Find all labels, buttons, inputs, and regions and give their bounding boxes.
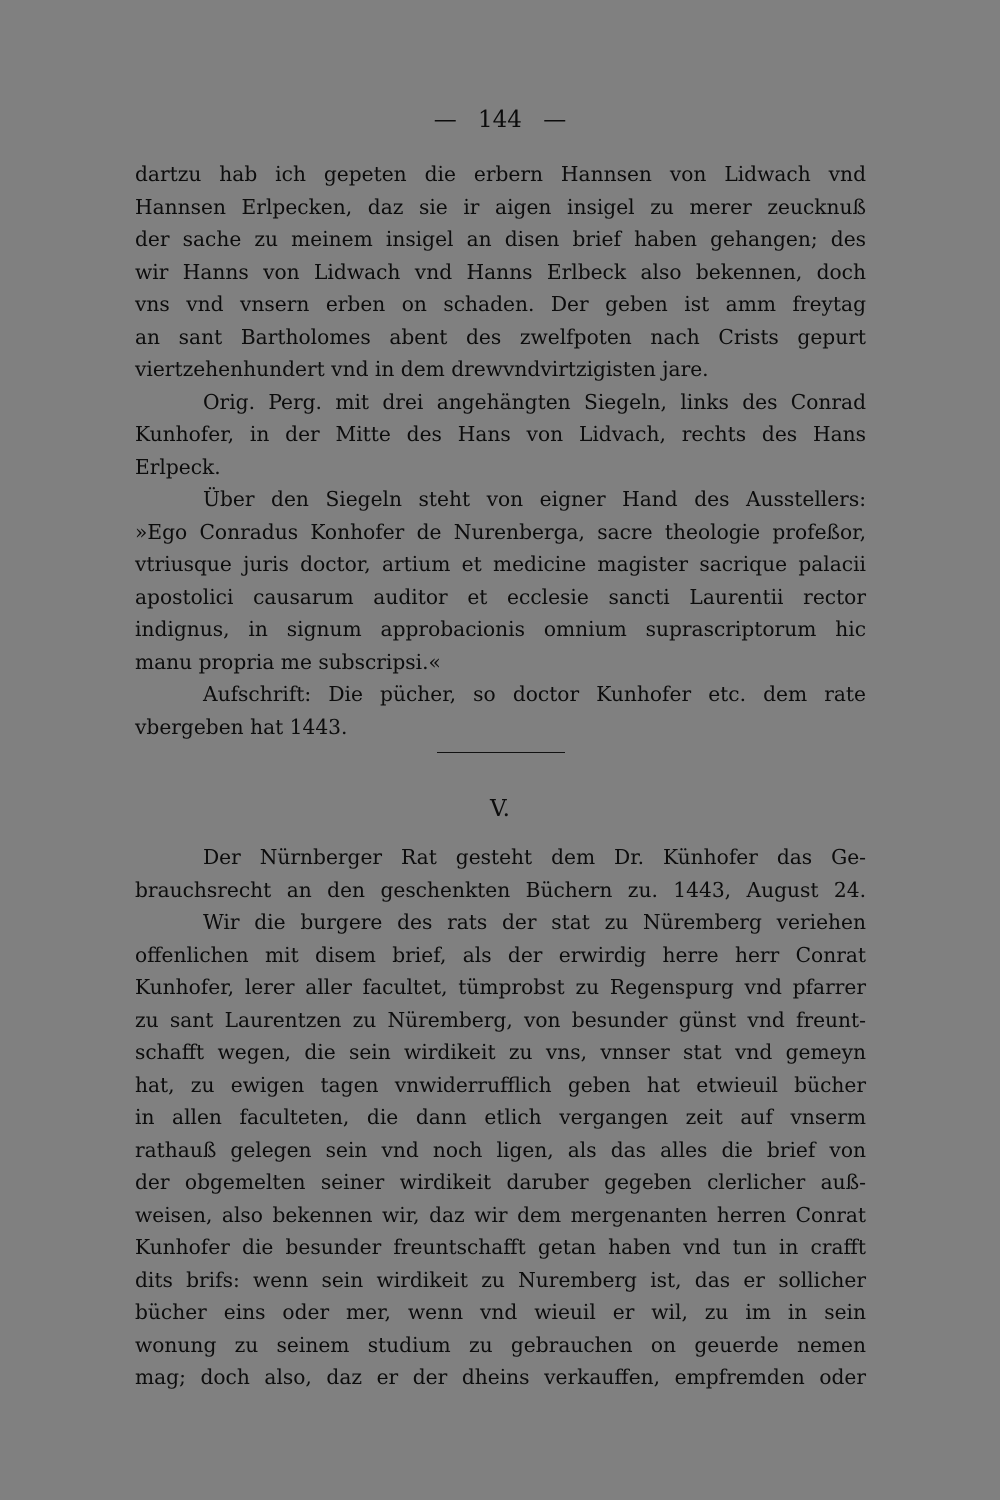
- text-line: vtriusque juris doctor, artium et medicine magister sacrique palacii: [135, 552, 866, 576]
- text-line: hat, zu ewigen tagen vnwiderrufflich geben hat etwieuil bücher: [135, 1072, 866, 1097]
- text-line: dartzu hab ich gepeten die erbern Hannsen von Lidwach vnd: [135, 162, 866, 186]
- text-line: Erlpeck.: [135, 454, 221, 479]
- section-number: V.: [490, 796, 510, 822]
- text-line: Aufschrift: Die pücher, so doctor Kunhofer etc. dem rate: [203, 682, 866, 706]
- text-line: Kunhofer, in der Mitte des Hans von Lidvach, rechts des Hans: [135, 422, 866, 446]
- text-line: indignus, in signum approbacionis omnium suprascriptorum hic: [135, 617, 866, 641]
- text-line: offenlichen mit disem brief, als der erwirdig herre herr Conrat: [135, 942, 866, 967]
- text-line: in allen faculteten, die dann etlich vergangen zeit auf vnserm: [135, 1105, 866, 1129]
- text-line: schafft wegen, die sein wirdikeit zu vns, vnnser stat vnd gemeyn: [135, 1040, 866, 1064]
- text-line: der sache zu meinem insigel an disen brief haben gehangen; des: [135, 227, 866, 251]
- text-line: an sant Bartholomes abent des zwelfpoten nach Crists gepurt: [135, 324, 866, 349]
- text-line: wonung zu seinem studium zu gebrauchen on geuerde nemen: [135, 1332, 866, 1357]
- text-line: weisen, also bekennen wir, daz wir dem mergenanten herren Conrat: [135, 1202, 866, 1227]
- text-line: Wir die burgere des rats der stat zu Nüremberg veriehen: [203, 910, 866, 934]
- text-line: dits brifs: wenn sein wirdikeit zu Nuremberg ist, das er sollicher: [135, 1267, 866, 1292]
- text-line: vbergeben hat 1443.: [135, 714, 348, 739]
- text-line: zu sant Laurentzen zu Nüremberg, von besunder günst vnd freunt-: [135, 1007, 866, 1032]
- text-line: Über den Siegeln steht von eigner Hand des Ausstellers:: [203, 487, 866, 511]
- text-line: brauchsrecht an den geschenkten Büchern zu. 1443, August 24.: [135, 877, 866, 902]
- text-line: Kunhofer, lerer aller facultet, tümprobst zu Regenspurg vnd pfarrer: [135, 975, 866, 999]
- page-number: — 144 —: [433, 107, 567, 133]
- text-line: mag; doch also, daz er der dheins verkauffen, empfremden oder: [135, 1365, 866, 1389]
- text-line: Orig. Perg. mit drei angehängten Siegeln, links des Conrad: [203, 389, 866, 414]
- section-divider: [437, 752, 565, 753]
- document-section-v-text: [135, 841, 866, 1394]
- text-line: Der Nürnberger Rat gesteht dem Dr. Künhofer das Ge-: [203, 845, 866, 869]
- text-line: rathauß gelegen sein vnd noch ligen, als das alles die brief von: [135, 1137, 866, 1162]
- text-line: manu propria me subscripsi.«: [135, 649, 441, 674]
- text-line: viertzehenhundert vnd in dem drewvndvirtzigisten jare.: [135, 357, 709, 381]
- document-charter-closing-and-notes: [135, 158, 866, 743]
- text-line: apostolici causarum auditor et ecclesie sancti Laurentii rector: [135, 584, 866, 609]
- text-line: »Ego Conradus Konhofer de Nurenberga, sacre theologie profeßor,: [135, 519, 866, 544]
- text-line: vns vnd vnsern erben on schaden. Der geben ist amm freytag: [135, 292, 866, 316]
- text-line: wir Hanns von Lidwach vnd Hanns Erlbeck also bekennen, doch: [135, 259, 866, 284]
- text-line: der obgemelten seiner wirdikeit daruber gegeben clerlicher auß-: [135, 1170, 866, 1194]
- text-line: Kunhofer die besunder freuntschafft getan haben vnd tun in crafft: [135, 1235, 866, 1259]
- text-line: Hannsen Erlpecken, daz sie ir aigen insigel zu merer zeucknuß: [135, 194, 866, 219]
- text-line: bücher eins oder mer, wenn vnd wieuil er wil, zu im in sein: [135, 1300, 866, 1324]
